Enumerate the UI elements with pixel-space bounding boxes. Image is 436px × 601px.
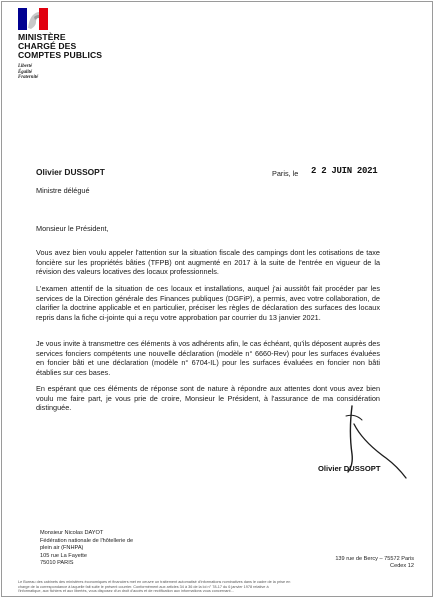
body-paragraph-2: L'examen attentif de la situation de ces locaux et installations, auquel j'ai aussitôt fait procéder par les services de la Direction générale des Finances publiques (DGFiP), a permis, avec votre collaboration, de clarifier la doctrine applicable et en particulier, préciser les règles de déclaration des surfaces des locaux repris dans la fiche ci-jointe qui a reçu votre approbation par courrier du 13 janvier 2021.	[36, 284, 380, 322]
date-stamp: 2 2 JUIN 2021	[311, 166, 378, 176]
sender-title: Ministre délégué	[36, 186, 90, 195]
republic-motto	[18, 64, 38, 81]
legal-footer	[18, 580, 418, 594]
recipient-address	[40, 530, 133, 568]
ministry-name	[18, 33, 102, 61]
return-address	[312, 556, 414, 571]
body-paragraph-1: Vous avez bien voulu appeler l'attention sur la situation fiscale des campings dont les cotisations de taxe foncière sur les propriétés bâties (TFPB) ont augmenté en 2017 à la suite de l'entrée en vigueur de la révision des valeurs locatives des locaux professionnels.	[36, 248, 380, 277]
recipient-line-3: plein air (FNHPA)	[40, 545, 84, 552]
letter-page	[1, 1, 433, 597]
body-paragraph-4: En espérant que ces éléments de réponse sont de nature à répondre aux attentes dont vous avez bien voulu me faire part, je vous prie de croire, Monsieur le Président, à l'assurance de ma considération distinguée.	[36, 384, 380, 413]
footer-line-3: l'informatique, aux fichiers et aux libertés, vous disposez d'un droit d'accès et de rectification aux informations vous concernant...	[18, 589, 234, 594]
motto-liberte: Liberté	[18, 64, 33, 69]
return-address-line-2: Cedex 12	[390, 563, 414, 570]
ministry-line-1: MINISTÈRE	[18, 32, 66, 42]
date-place: Paris, le	[272, 169, 299, 178]
ministry-line-2: CHARGÉ DES	[18, 41, 77, 52]
motto-egalite: Égalité	[18, 69, 33, 75]
footer-line-1: Le Bureau des cabinets des ministères économiques et financiers met en oeuvre un traitement automatisé d'informations nominatives dans le cadre de la prise en	[18, 580, 291, 584]
recipient-line-5: 75010 PARIS	[40, 560, 74, 567]
ministry-line-3: COMPTES PUBLICS	[18, 50, 103, 61]
motto-fraternite: Fraternité	[18, 75, 39, 81]
body-paragraph-3: Je vous invite à transmettre ces éléments à vos adhérents afin, le cas échéant, qu'ils déposent auprès des services fonciers compétents une nouvelle déclaration (modèle n° 6660-Rev) pour les surfaces évaluées en foncier bâti et une déclaration (modèle n° 6704-IL) pour les surfaces évaluées en foncier non bâti établies sur ces bases.	[36, 339, 380, 377]
sender-name: Olivier DUSSOPT	[36, 167, 105, 177]
salutation: Monsieur le Président,	[36, 224, 109, 233]
footer-line-2: charge de la correspondance à laquelle fait suite le présent courrier. Conformément aux articles 34 à 36 de la loi n° 78-17 du 6 janvier 1978 relative à	[18, 584, 269, 589]
recipient-line-4: 105 rue La Fayette	[40, 552, 87, 559]
marianne-logo	[18, 8, 48, 30]
recipient-line-1: Monsieur Nicolas DAYOT	[40, 530, 104, 536]
return-address-line-1: 139 rue de Bercy – 75572 Paris	[335, 556, 414, 562]
signature-name: Olivier DUSSOPT	[318, 464, 381, 473]
recipient-line-2: Fédération nationale de l'hôtellerie de	[40, 537, 134, 544]
